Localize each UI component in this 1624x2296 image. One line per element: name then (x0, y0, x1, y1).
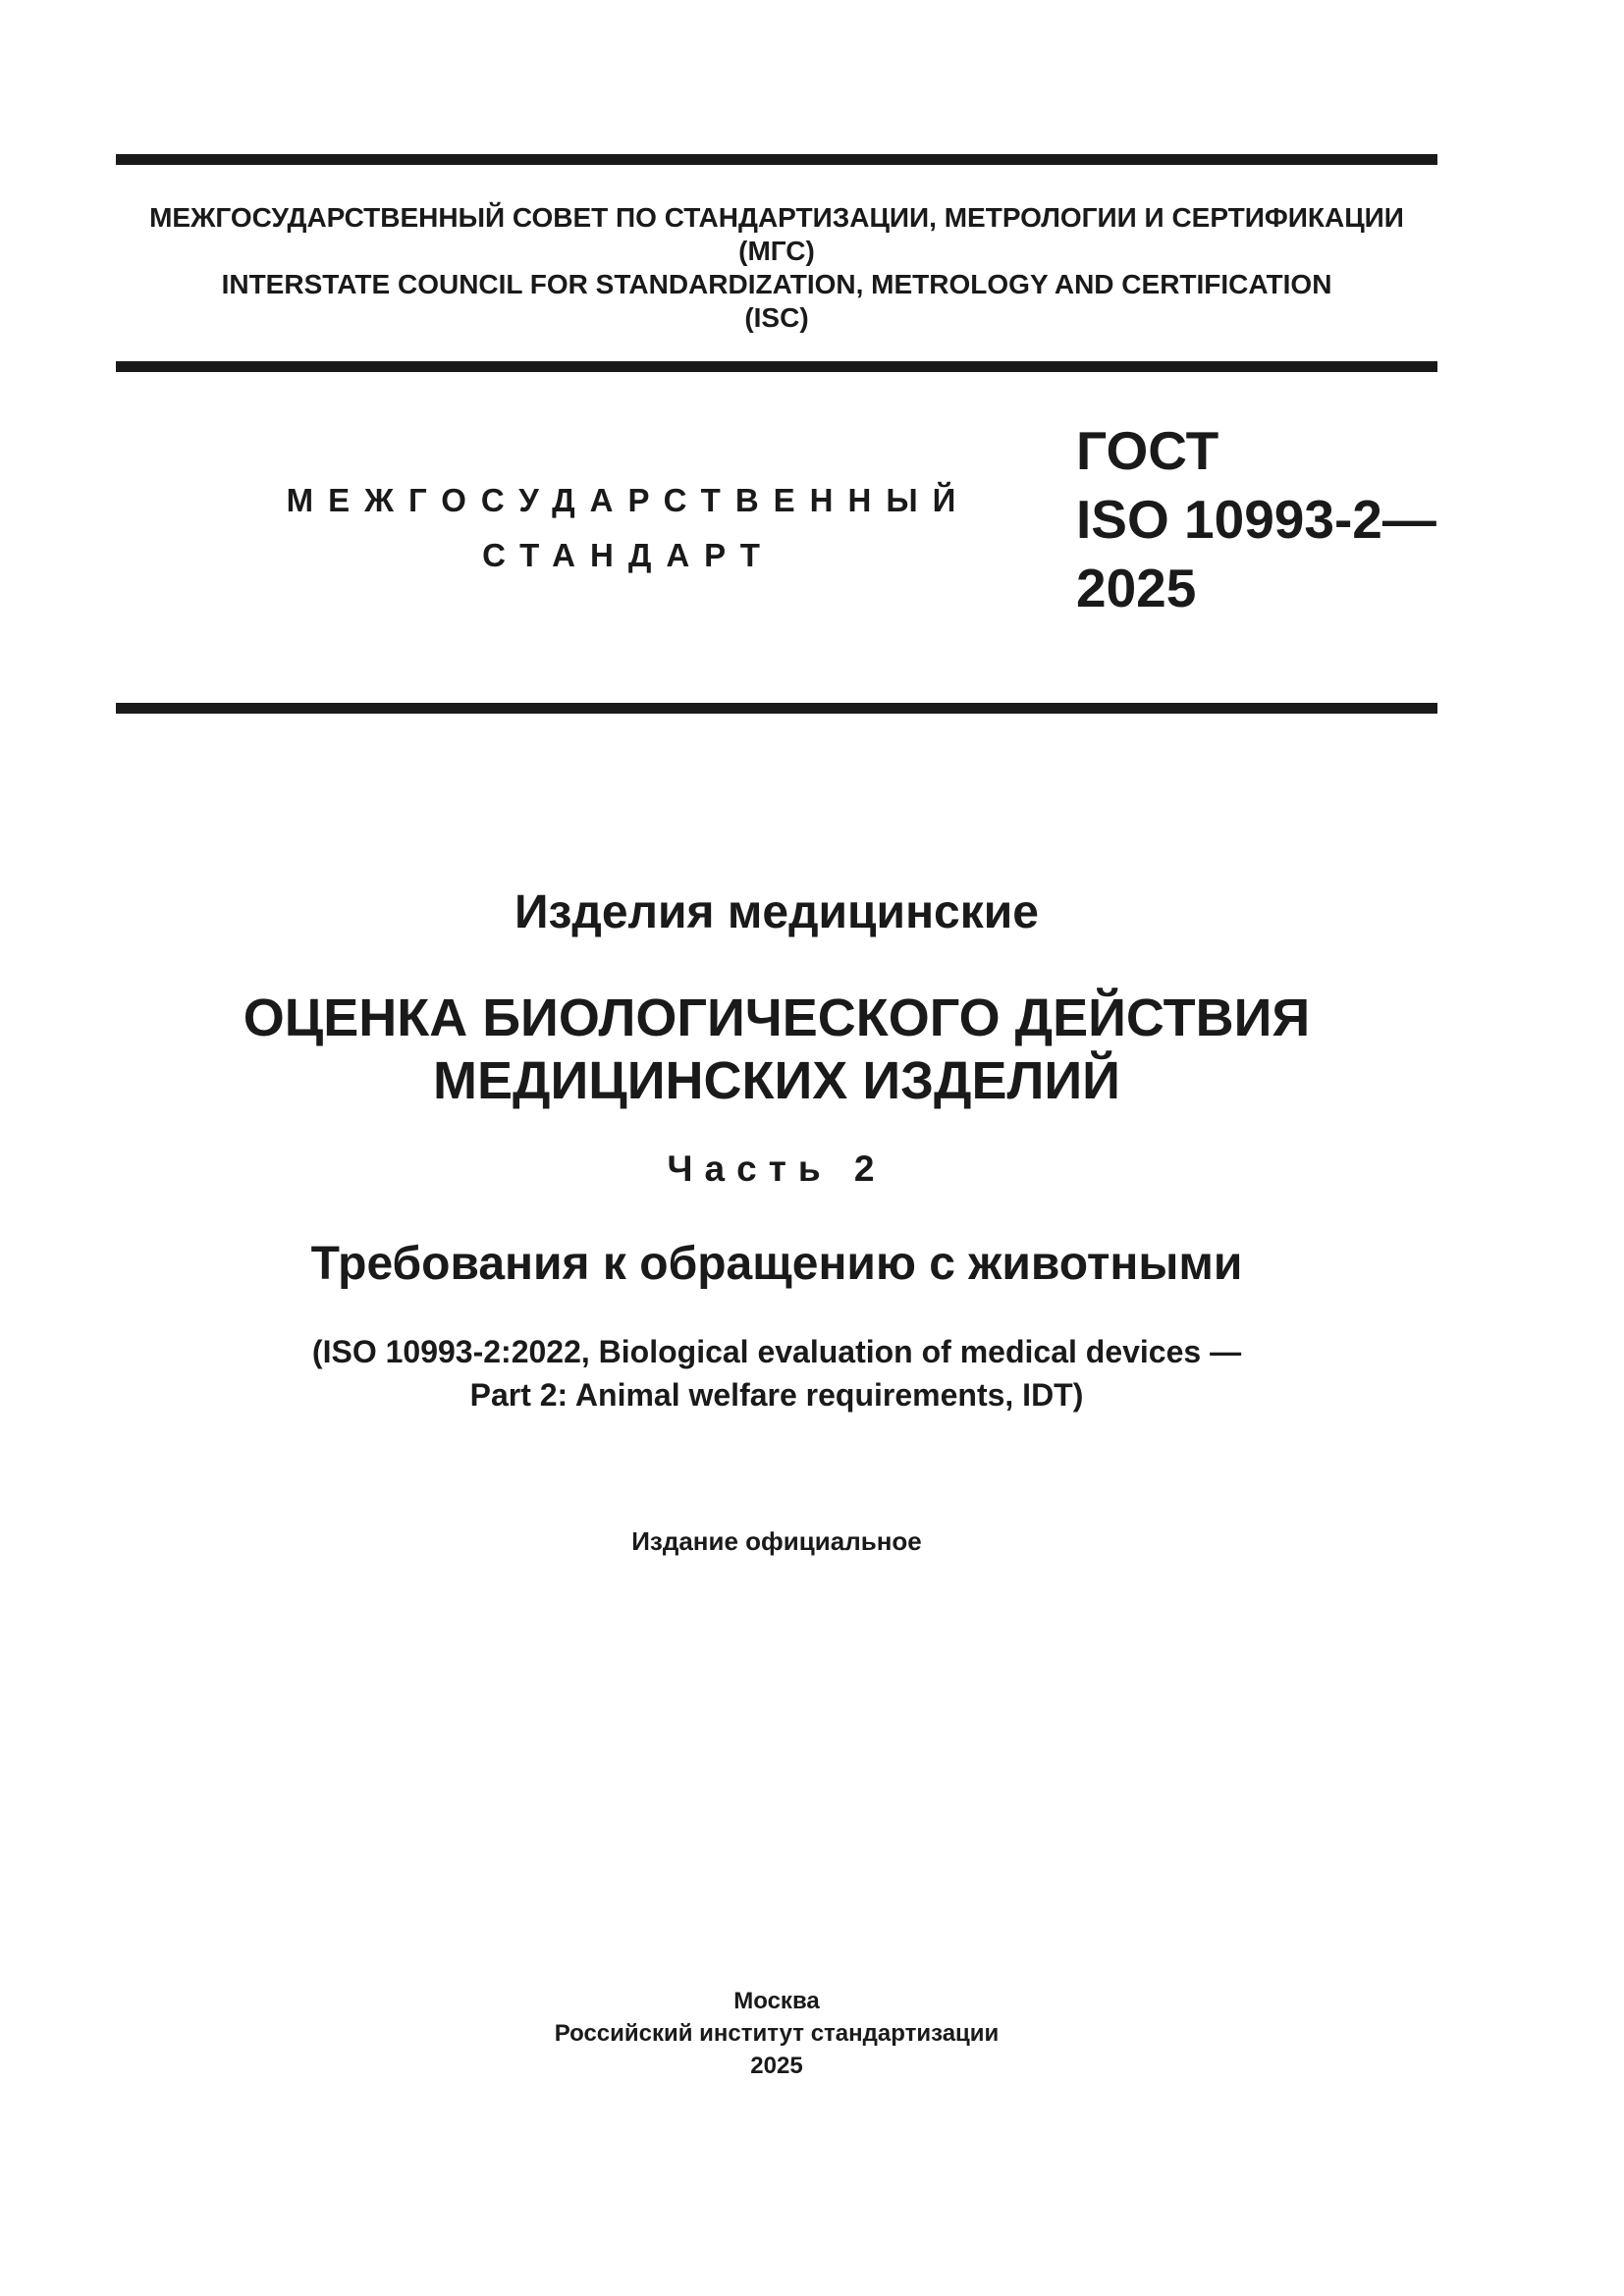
title-main-line2: МЕДИЦИНСКИХ ИЗДЕЛИЙ (433, 1051, 1120, 1110)
iso-reference-line1: (ISO 10993-2:2022, Biological evaluation of medical devices — (311, 1334, 1242, 1369)
imprint-year: 2025 (750, 2053, 803, 2079)
title-main-line1: ОЦЕНКА БИОЛОГИЧЕСКОГО ДЕЙСТВИЯ (243, 988, 1311, 1047)
standard-kind-line2: СТАНДАРТ (482, 537, 775, 573)
standard-kind (275, 473, 982, 583)
council-abbr-en: (ISC) (744, 302, 809, 333)
top-divider (116, 154, 1437, 165)
imprint-publisher: Российский институт стандартизации (554, 2020, 1000, 2047)
imprint (116, 1985, 1437, 2082)
edition-note: Издание официальное (631, 1526, 922, 1556)
designation-divider (116, 703, 1437, 714)
title-part: Часть 2 (667, 1148, 887, 1189)
council-name-ru: МЕЖГОСУДАРСТВЕННЫЙ СОВЕТ ПО СТАНДАРТИЗАЦИИ, МЕТРОЛОГИИ И СЕРТИФИКАЦИИ (149, 202, 1404, 233)
iso-reference-line2: Part 2: Animal welfare requirements, IDT) (469, 1377, 1084, 1413)
designation-line2: ISO 10993-2— (1076, 489, 1436, 550)
header-divider (116, 361, 1437, 372)
designation-line3: 2025 (1076, 558, 1197, 618)
council-abbr-ru: (МГС) (738, 236, 815, 266)
title-main (116, 987, 1437, 1112)
title-group: Изделия медицинские (514, 886, 1039, 938)
standard-kind-line1: МЕЖГОСУДАРСТВЕННЫЙ (286, 482, 971, 518)
title-subtitle: Требования к обращению с животными (310, 1238, 1243, 1290)
iso-reference (116, 1330, 1437, 1416)
designation-line1: ГОСТ (1076, 420, 1219, 481)
council-name-en: INTERSTATE COUNCIL FOR STANDARDIZATION, METROLOGY AND CERTIFICATION (221, 269, 1332, 299)
imprint-city: Москва (733, 1988, 820, 2014)
council-header (116, 201, 1437, 335)
standard-designation (1076, 416, 1436, 622)
